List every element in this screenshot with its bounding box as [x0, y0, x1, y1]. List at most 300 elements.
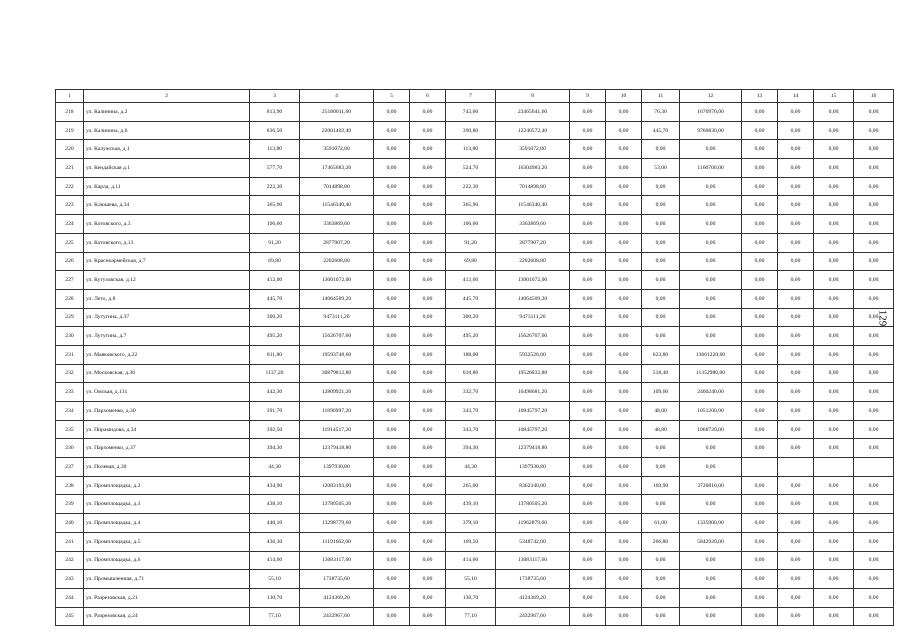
value-cell: 0,00	[742, 588, 778, 607]
value-cell: 0,00	[570, 420, 606, 439]
column-number-cell: 5	[374, 90, 410, 103]
value-cell: 0,00	[570, 327, 606, 346]
value-cell: 0,00	[814, 495, 854, 514]
value-cell: 0,00	[854, 532, 894, 551]
address-cell: ул. Калужская, д.1	[84, 140, 250, 159]
value-cell: 0,00	[854, 233, 894, 252]
table-row	[56, 514, 894, 533]
value-cell: 0,00	[410, 103, 446, 122]
value-cell: 0,00	[680, 570, 742, 589]
value-cell: 0,00	[642, 252, 680, 271]
value-cell: 0,00	[778, 271, 814, 290]
value-cell: 0,00	[642, 458, 680, 477]
value-cell: 0,00	[854, 495, 894, 514]
value-cell: 0,00	[410, 140, 446, 159]
value-cell: 412,00	[250, 271, 300, 290]
value-cell: 0,00	[814, 308, 854, 327]
value-cell: 343,70	[446, 420, 496, 439]
table-row	[56, 308, 894, 327]
value-cell: 1738735,60	[496, 570, 570, 589]
value-cell: 0,00	[570, 345, 606, 364]
value-cell: 0,00	[374, 420, 410, 439]
column-number-cell: 6	[410, 90, 446, 103]
value-cell: 0,00	[778, 570, 814, 589]
value-cell: 518,40	[642, 364, 680, 383]
value-cell: 12809921,20	[300, 383, 374, 402]
row-number-cell: 227	[56, 271, 84, 290]
table-row	[56, 607, 894, 626]
value-cell: 5932528,00	[496, 345, 570, 364]
value-cell: 0,00	[814, 402, 854, 421]
value-cell: 0,00	[854, 252, 894, 271]
value-cell: 0,00	[606, 121, 642, 140]
value-cell: 332,70	[446, 383, 496, 402]
value-cell: 0,00	[814, 532, 854, 551]
value-cell: 0,00	[606, 420, 642, 439]
value-cell: 618,80	[446, 364, 496, 383]
value-cell: 836,50	[250, 121, 300, 140]
value-cell: 0,00	[374, 215, 410, 234]
value-cell: 0,00	[778, 476, 814, 495]
value-cell: 0,00	[606, 383, 642, 402]
value-cell: 0,00	[854, 196, 894, 215]
table-body	[56, 90, 894, 626]
value-cell: 0,00	[680, 196, 742, 215]
value-cell: 0,00	[742, 402, 778, 421]
column-number-cell: 16	[854, 90, 894, 103]
value-cell: 61,00	[642, 514, 680, 533]
value-cell: 0,00	[680, 289, 742, 308]
value-cell: 0,00	[606, 308, 642, 327]
column-number-cell: 11	[642, 90, 680, 103]
value-cell: 0,00	[742, 607, 778, 626]
value-cell: 13001072,00	[300, 271, 374, 290]
value-cell: 577,70	[250, 159, 300, 178]
value-cell: 17465683,20	[300, 159, 374, 178]
value-cell: 0,00	[814, 215, 854, 234]
value-cell: 1397930,80	[300, 458, 374, 477]
value-cell: 445,70	[642, 121, 680, 140]
row-number-cell: 225	[56, 233, 84, 252]
value-cell: 0,00	[854, 514, 894, 533]
value-cell: 8362340,00	[496, 476, 570, 495]
value-cell: 13001072,00	[496, 271, 570, 290]
row-number-cell: 238	[56, 476, 84, 495]
value-cell: 12379418,80	[300, 439, 374, 458]
value-cell: 3363869,60	[300, 215, 374, 234]
value-cell: 12083193,00	[300, 476, 374, 495]
address-cell: ул. Лутугина, д.7	[84, 327, 250, 346]
value-cell: 0,00	[742, 159, 778, 178]
row-number-cell: 237	[56, 458, 84, 477]
address-cell: ул. Промплощадка, д.2	[84, 476, 250, 495]
value-cell: 0,00	[570, 289, 606, 308]
table-row	[56, 532, 894, 551]
value-cell: 0,00	[642, 308, 680, 327]
value-cell: 0,00	[742, 383, 778, 402]
value-cell: 2432967,60	[300, 607, 374, 626]
value-cell: 743,60	[446, 103, 496, 122]
value-cell: 0,00	[410, 439, 446, 458]
value-cell: 0,00	[570, 140, 606, 159]
value-cell: 0,00	[374, 495, 410, 514]
value-cell: 0,00	[606, 215, 642, 234]
value-cell: 0,00	[410, 159, 446, 178]
value-cell: 11191662,00	[300, 532, 374, 551]
value-cell: 623,80	[642, 345, 680, 364]
value-cell: 1051200,00	[680, 402, 742, 421]
value-cell: 30879812,80	[300, 364, 374, 383]
value-cell: 0,00	[742, 308, 778, 327]
value-cell: 0,00	[606, 514, 642, 533]
value-cell: 0,00	[778, 140, 814, 159]
row-number-cell: 223	[56, 196, 84, 215]
value-cell: 0,00	[814, 140, 854, 159]
value-cell: 0,00	[814, 551, 854, 570]
address-cell: ул. Разрезовская, д.21	[84, 588, 250, 607]
value-cell: 0,00	[606, 327, 642, 346]
column-number-cell: 7	[446, 90, 496, 103]
value-cell: 0,00	[410, 233, 446, 252]
value-cell: 0,00	[778, 532, 814, 551]
value-cell: 438,10	[250, 495, 300, 514]
column-number-cell: 12	[680, 90, 742, 103]
value-cell: 0,00	[570, 215, 606, 234]
value-cell: 0,00	[680, 458, 742, 477]
value-cell: 0,00	[570, 607, 606, 626]
table-row	[56, 233, 894, 252]
row-number-cell: 232	[56, 364, 84, 383]
table-row	[56, 588, 894, 607]
value-cell: 0,00	[642, 196, 680, 215]
value-cell: 0,00	[570, 458, 606, 477]
value-cell: 0,00	[778, 588, 814, 607]
value-cell: 390,80	[446, 121, 496, 140]
row-number-cell: 243	[56, 570, 84, 589]
value-cell: 0,00	[570, 121, 606, 140]
value-cell: 0,00	[570, 402, 606, 421]
value-cell: 0,00	[680, 140, 742, 159]
value-cell: 2432967,60	[496, 607, 570, 626]
value-cell: 0,00	[606, 252, 642, 271]
value-cell: 0,00	[778, 289, 814, 308]
value-cell: 0,00	[410, 588, 446, 607]
value-cell: 0,00	[570, 159, 606, 178]
value-cell: 392,50	[250, 420, 300, 439]
value-cell: 0,00	[410, 345, 446, 364]
table-row	[56, 458, 894, 477]
value-cell: 0,00	[606, 196, 642, 215]
value-cell: 222,30	[250, 177, 300, 196]
value-cell: 0,00	[570, 476, 606, 495]
value-cell: 14064509,20	[496, 289, 570, 308]
value-cell: 22001402,40	[300, 121, 374, 140]
value-cell: 0,00	[410, 308, 446, 327]
address-cell: ул. Разрезовская, д.24	[84, 607, 250, 626]
value-cell: 9473111,20	[300, 308, 374, 327]
address-cell: ул. Промплощадка, д.3	[84, 495, 250, 514]
value-cell: 0,00	[374, 551, 410, 570]
row-number-cell: 228	[56, 289, 84, 308]
row-number-cell: 219	[56, 121, 84, 140]
address-cell: ул. Пирамидова, д.34	[84, 420, 250, 439]
value-cell: 0,00	[374, 364, 410, 383]
value-cell: 0,00	[854, 345, 894, 364]
value-cell: 0,00	[374, 345, 410, 364]
value-cell: 2400240,00	[680, 383, 742, 402]
value-cell: 0,00	[606, 233, 642, 252]
value-cell: 0,00	[606, 532, 642, 551]
value-cell: 0,00	[742, 103, 778, 122]
value-cell: 0,00	[742, 252, 778, 271]
value-cell: 414,60	[446, 551, 496, 570]
value-cell: 0,00	[570, 551, 606, 570]
value-cell: 5842920,00	[680, 532, 742, 551]
value-cell: 55,10	[250, 570, 300, 589]
table-row	[56, 420, 894, 439]
value-cell: 0,00	[606, 458, 642, 477]
value-cell: 0,00	[570, 495, 606, 514]
value-cell: 0,00	[606, 103, 642, 122]
value-cell: 76,30	[642, 103, 680, 122]
table-row	[56, 271, 894, 290]
value-cell: 0,00	[680, 607, 742, 626]
value-cell	[814, 458, 854, 477]
value-cell: 0,00	[814, 121, 854, 140]
value-cell: 0,00	[410, 420, 446, 439]
value-cell: 0,00	[606, 476, 642, 495]
value-cell: 445,70	[446, 289, 496, 308]
value-cell: 0,00	[570, 439, 606, 458]
column-number-cell: 2	[84, 90, 250, 103]
value-cell: 0,00	[410, 476, 446, 495]
value-cell: 0,00	[642, 570, 680, 589]
value-cell: 1335900,00	[680, 514, 742, 533]
value-cell: 113,80	[446, 140, 496, 159]
value-cell: 0,00	[814, 196, 854, 215]
value-cell: 11546340,40	[300, 196, 374, 215]
value-cell: 0,00	[606, 140, 642, 159]
value-cell: 0,00	[680, 252, 742, 271]
value-cell: 0,00	[680, 551, 742, 570]
value-cell: 1137,20	[250, 364, 300, 383]
value-cell: 0,00	[680, 233, 742, 252]
value-cell: 13661220,00	[680, 345, 742, 364]
value-cell: 0,00	[854, 439, 894, 458]
value-cell: 0,00	[814, 439, 854, 458]
value-cell: 0,00	[854, 177, 894, 196]
value-cell: 0,00	[410, 458, 446, 477]
value-cell: 0,00	[606, 177, 642, 196]
value-cell: 53,00	[642, 159, 680, 178]
value-cell: 69,80	[250, 252, 300, 271]
value-cell: 0,00	[374, 588, 410, 607]
value-cell: 0,00	[854, 271, 894, 290]
value-cell: 11352980,00	[680, 364, 742, 383]
value-cell: 0,00	[570, 588, 606, 607]
value-cell: 12240572,40	[496, 121, 570, 140]
value-cell: 0,00	[606, 439, 642, 458]
value-cell: 365,90	[250, 196, 300, 215]
table-row	[56, 345, 894, 364]
value-cell: 13780505,20	[300, 495, 374, 514]
value-cell: 0,00	[570, 514, 606, 533]
value-cell: 5348742,00	[496, 532, 570, 551]
value-cell: 0,00	[570, 570, 606, 589]
value-cell: 0,00	[742, 327, 778, 346]
value-cell: 13083117,60	[300, 551, 374, 570]
value-cell: 394,30	[250, 439, 300, 458]
address-cell: ул. Промышленная, д.71	[84, 570, 250, 589]
value-cell: 0,00	[374, 289, 410, 308]
value-cell: 0,00	[778, 252, 814, 271]
row-number-cell: 242	[56, 551, 84, 570]
value-cell: 169,90	[642, 476, 680, 495]
value-cell: 0,00	[854, 570, 894, 589]
value-cell: 0,00	[742, 420, 778, 439]
value-cell: 113,80	[250, 140, 300, 159]
table-row	[56, 159, 894, 178]
address-cell: ул. Калинина, д.6	[84, 121, 250, 140]
value-cell: 0,00	[742, 514, 778, 533]
value-cell: 1397930,80	[496, 458, 570, 477]
value-cell: 0,00	[374, 308, 410, 327]
value-cell: 0,00	[854, 103, 894, 122]
value-cell: 0,00	[778, 103, 814, 122]
value-cell: 0,00	[642, 289, 680, 308]
value-cell: 130,70	[250, 588, 300, 607]
address-cell: ул. Полевая, д.30	[84, 458, 250, 477]
row-number-cell: 221	[56, 159, 84, 178]
value-cell: 44,30	[250, 458, 300, 477]
row-number-cell: 236	[56, 439, 84, 458]
value-cell: 0,00	[570, 196, 606, 215]
value-cell: 13780505,20	[496, 495, 570, 514]
value-cell: 0,00	[374, 439, 410, 458]
value-cell: 106,60	[446, 215, 496, 234]
value-cell: 130,70	[446, 588, 496, 607]
table-row	[56, 252, 894, 271]
value-cell: 48,80	[642, 420, 680, 439]
value-cell: 0,00	[410, 570, 446, 589]
value-cell: 0,00	[742, 495, 778, 514]
value-cell: 0,00	[814, 383, 854, 402]
address-cell: ул. Клюшева, д.34	[84, 196, 250, 215]
value-cell: 0,00	[778, 420, 814, 439]
value-cell: 0,00	[642, 271, 680, 290]
value-cell: 19526832,80	[496, 364, 570, 383]
value-cell: 44,30	[446, 458, 496, 477]
value-cell: 11546340,40	[496, 196, 570, 215]
value-cell: 16304983,20	[496, 159, 570, 178]
value-cell: 0,00	[570, 308, 606, 327]
value-cell: 4124369,20	[496, 588, 570, 607]
row-number-cell: 244	[56, 588, 84, 607]
value-cell: 0,00	[778, 607, 814, 626]
value-cell: 0,00	[778, 551, 814, 570]
row-number-cell: 240	[56, 514, 84, 533]
value-cell: 0,00	[814, 345, 854, 364]
value-cell: 0,00	[606, 289, 642, 308]
row-number-cell: 241	[56, 532, 84, 551]
value-cell: 0,00	[410, 364, 446, 383]
value-cell: 15626707,60	[300, 327, 374, 346]
value-cell: 0,00	[814, 588, 854, 607]
value-cell: 0,00	[742, 551, 778, 570]
value-cell: 379,10	[446, 514, 496, 533]
value-cell: 11914517,20	[300, 420, 374, 439]
value-cell: 188,00	[446, 345, 496, 364]
value-cell: 0,00	[410, 495, 446, 514]
value-cell: 13083117,60	[496, 551, 570, 570]
address-cell: ул. Лето, д.8	[84, 289, 250, 308]
value-cell: 0,00	[410, 215, 446, 234]
value-cell: 0,00	[606, 159, 642, 178]
value-cell: 0,00	[374, 233, 410, 252]
value-cell: 0,00	[410, 402, 446, 421]
value-cell: 91,20	[250, 233, 300, 252]
value-cell: 0,00	[778, 364, 814, 383]
table-row	[56, 103, 894, 122]
value-cell: 0,00	[854, 588, 894, 607]
value-cell: 19593748,60	[300, 345, 374, 364]
row-number-cell: 218	[56, 103, 84, 122]
value-cell: 0,00	[680, 271, 742, 290]
row-number-cell: 233	[56, 383, 84, 402]
value-cell: 7014898,80	[300, 177, 374, 196]
value-cell: 0,00	[778, 308, 814, 327]
value-cell: 0,00	[854, 364, 894, 383]
value-cell: 0,00	[742, 364, 778, 383]
value-cell: 0,00	[410, 532, 446, 551]
address-cell: ул. Пархоменко, д.30	[84, 402, 250, 421]
value-cell: 0,00	[742, 140, 778, 159]
row-number-cell: 234	[56, 402, 84, 421]
value-cell: 0,00	[854, 121, 894, 140]
value-cell: 0,00	[680, 327, 742, 346]
value-cell: 0,00	[742, 271, 778, 290]
value-cell: 0,00	[606, 570, 642, 589]
value-cell: 0,00	[854, 140, 894, 159]
table-row	[56, 476, 894, 495]
value-cell: 265,00	[446, 476, 496, 495]
column-number-cell: 3	[250, 90, 300, 103]
value-cell: 0,00	[680, 177, 742, 196]
column-number-row	[56, 90, 894, 103]
value-cell: 0,00	[606, 551, 642, 570]
value-cell: 15626707,60	[496, 327, 570, 346]
value-cell: 0,00	[642, 327, 680, 346]
value-cell: 0,00	[854, 383, 894, 402]
table-row	[56, 383, 894, 402]
value-cell: 524,70	[446, 159, 496, 178]
value-cell: 0,00	[374, 196, 410, 215]
column-number-cell: 13	[742, 90, 778, 103]
value-cell: 0,00	[374, 121, 410, 140]
value-cell: 0,00	[814, 364, 854, 383]
value-cell: 77,10	[250, 607, 300, 626]
value-cell: 10845797,20	[496, 402, 570, 421]
value-cell: 14064509,20	[300, 289, 374, 308]
value-cell: 0,00	[778, 439, 814, 458]
value-cell: 25180011,60	[300, 103, 374, 122]
address-cell: ул. Котовского, д.3	[84, 215, 250, 234]
value-cell: 91,20	[446, 233, 496, 252]
value-cell: 0,00	[742, 532, 778, 551]
value-cell: 811,80	[250, 345, 300, 364]
value-cell: 0,00	[570, 177, 606, 196]
value-cell: 0,00	[606, 364, 642, 383]
